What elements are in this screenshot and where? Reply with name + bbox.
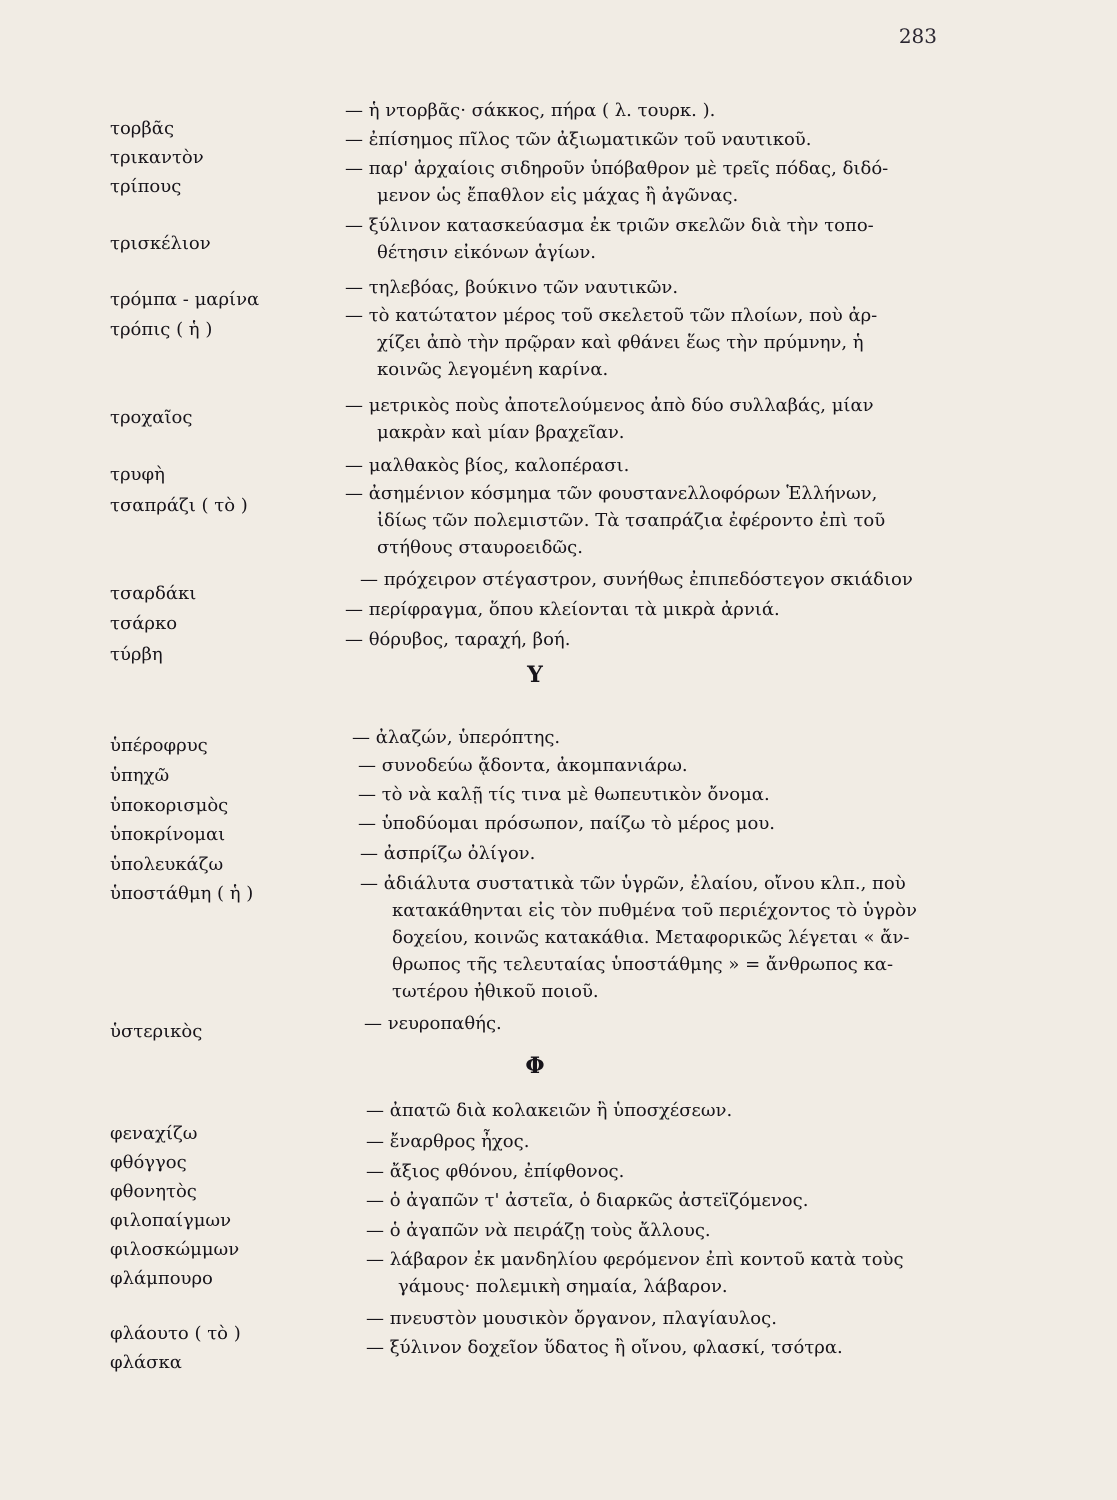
entry-definition: [366, 1246, 966, 1300]
entry-definition: [364, 1010, 964, 1037]
entry-term: τρίπους: [110, 176, 182, 197]
definition-line: — ἀσπρίζω ὀλίγον.: [360, 843, 536, 864]
entry-term: ὑποκορισμὸς: [110, 795, 229, 816]
entry-definition: [345, 274, 945, 301]
entry-term: ὑπολευκάζω: [110, 854, 224, 875]
entry-definition: [345, 212, 945, 266]
definition-line: — νευροπαθής.: [364, 1013, 502, 1034]
entry-definition: [360, 870, 960, 1005]
definition-line: — συνοδεύω ᾄδοντα, ἀκομπανιάρω.: [358, 755, 688, 776]
section-letter: Υ: [527, 662, 543, 688]
entry-definition: [358, 781, 958, 808]
entry-term: τρυφὴ: [110, 464, 165, 485]
entry-term: τορβᾶς: [110, 118, 175, 139]
entry-definition: [366, 1128, 966, 1155]
entry-definition: [352, 724, 952, 751]
definition-line: — ἀπατῶ διὰ κολακειῶν ἢ ὑποσχέσεων.: [366, 1100, 733, 1121]
entry-term: φλάμπουρο: [110, 1268, 213, 1289]
entry-definition: [345, 626, 945, 653]
entry-term: φθόγγος: [110, 1152, 187, 1173]
entry-definition: [345, 596, 945, 623]
definition-line: χίζει ἀπὸ τὴν πρῷραν καὶ φθάνει ἕως τὴν πρύμνην, ἡ: [377, 332, 864, 353]
definition-line: — ὁ ἀγαπῶν τ' ἀστεῖα, ὁ διαρκῶς ἀστεϊζόμενος.: [366, 1190, 809, 1211]
entry-definition: [345, 126, 945, 153]
definition-line: — θόρυβος, ταραχή, βοή.: [345, 629, 571, 650]
definition-line: κοινῶς λεγομένη καρίνα.: [377, 359, 609, 380]
entry-definition: [360, 566, 960, 593]
entry-term: τρόπις ( ἡ ): [110, 319, 213, 340]
definition-line: — πνευστὸν μουσικὸν ὄργανον, πλαγίαυλος.: [366, 1308, 777, 1329]
definition-line: θρωπος τῆς τελευταίας ὑποστάθμης » = ἄνθρωπος κα-: [392, 954, 894, 975]
definition-line: — τὸ νὰ καλῇ τίς τινα μὲ θωπευτικὸν ὄνομα.: [358, 784, 770, 805]
definition-line: — παρ' ἀρχαίοις σιδηροῦν ὑπόβαθρον μὲ τρεῖς πόδας, διδό-: [345, 158, 889, 179]
entry-term: τρόμπα - μαρίνα: [110, 289, 260, 310]
entry-term: τσαρδάκι: [110, 583, 197, 604]
entry-definition: [358, 752, 958, 779]
definition-line: — ἡ ντορβᾶς· σάκκος, πήρα ( λ. τουρκ. ).: [345, 100, 716, 121]
entry-term: φιλοσκώμμων: [110, 1239, 240, 1260]
definition-line: — ἐπίσημος πῖλος τῶν ἀξιωματικῶν τοῦ ναυτικοῦ.: [345, 129, 812, 150]
definition-line: — περίφραγμα, ὅπου κλείονται τὰ μικρὰ ἀρνιά.: [345, 599, 780, 620]
definition-line: γάμους· πολεμικὴ σημαία, λάβαρον.: [398, 1276, 728, 1297]
entry-definition: [366, 1305, 966, 1332]
entry-definition: [358, 810, 958, 837]
entry-definition: [345, 392, 945, 446]
entry-definition: [345, 302, 945, 383]
definition-line: — πρόχειρον στέγαστρον, συνήθως ἐπιπεδόστεγον σκιάδιον: [360, 569, 913, 590]
entry-definition: [360, 840, 960, 867]
definition-line: μενον ὡς ἔπαθλον εἰς μάχας ἢ ἀγῶνας.: [377, 185, 739, 206]
definition-line: θέτησιν εἰκόνων ἁγίων.: [377, 242, 596, 263]
entry-definition: [366, 1097, 966, 1124]
entry-term: τροχαῖος: [110, 407, 193, 428]
definition-line: στήθους σταυροειδῶς.: [377, 537, 583, 558]
definition-line: δοχείου, κοινῶς κατακάθια. Μεταφορικῶς λέγεται « ἄν-: [392, 927, 910, 948]
entry-term: ὑστερικὸς: [110, 1021, 203, 1042]
definition-line: — ἀσημένιον κόσμημα τῶν φουστανελλοφόρων Ἑλλήνων,: [345, 483, 878, 504]
entry-definition: [345, 452, 945, 479]
definition-line: — ἔναρθρος ἦχος.: [366, 1131, 530, 1152]
definition-line: — ξύλινον κατασκεύασμα ἐκ τριῶν σκελῶν διὰ τὴν τοπο-: [345, 215, 874, 236]
definition-line: μακρὰν καὶ μίαν βραχεῖαν.: [377, 422, 625, 443]
entry-term: φθονητὸς: [110, 1181, 197, 1202]
definition-line: κατακάθηνται εἰς τὸν πυθμένα τοῦ περιέχοντος τὸ ὑγρὸν: [392, 900, 917, 921]
entry-definition: [345, 155, 945, 209]
entry-definition: [366, 1334, 966, 1361]
definition-line: — λάβαρον ἐκ μανδηλίου φερόμενον ἐπὶ κοντοῦ κατὰ τοὺς: [366, 1249, 904, 1270]
entry-term: φλάσκα: [110, 1352, 182, 1373]
entry-term: ὑπέροφρυς: [110, 735, 208, 756]
definition-line: — ξύλινον δοχεῖον ὕδατος ἢ οἴνου, φλασκί, τσότρα.: [366, 1337, 843, 1358]
entry-term: τρισκέλιον: [110, 233, 211, 254]
definition-line: — ἀδιάλυτα συστατικὰ τῶν ὑγρῶν, ἐλαίου, οἴνου κλπ., ποὺ: [360, 873, 906, 894]
entry-definition: [345, 480, 945, 561]
entry-term: φιλοπαίγμων: [110, 1210, 232, 1231]
section-letter: Φ: [525, 1053, 545, 1079]
entry-definition: [366, 1217, 966, 1244]
entry-term: φλάουτο ( τὸ ): [110, 1323, 241, 1344]
entry-term: ὑποστάθμη ( ἡ ): [110, 883, 254, 904]
definition-line: — τηλεβόας, βούκινο τῶν ναυτικῶν.: [345, 277, 679, 298]
page-number: 283: [898, 24, 937, 48]
definition-line: — ὑποδύομαι πρόσωπον, παίζω τὸ μέρος μου.: [358, 813, 776, 834]
entry-term: τύρβη: [110, 644, 163, 665]
definition-line: τωτέρου ἠθικοῦ ποιοῦ.: [392, 981, 599, 1002]
entry-definition: [345, 97, 945, 124]
definition-line: ἰδίως τῶν πολεμιστῶν. Τὰ τσαπράζια ἐφέροντο ἐπὶ τοῦ: [377, 510, 886, 531]
definition-line: — ἄξιος φθόνου, ἐπίφθονος.: [366, 1161, 625, 1182]
entry-term: τρικαντὸν: [110, 147, 204, 168]
entry-definition: [366, 1187, 966, 1214]
definition-line: — τὸ κατώτατον μέρος τοῦ σκελετοῦ τῶν πλοίων, ποὺ ἀρ-: [345, 305, 878, 326]
entry-term: τσαπράζι ( τὸ ): [110, 495, 248, 516]
entry-term: τσάρκο: [110, 613, 178, 634]
entry-term: ὑπηχῶ: [110, 765, 170, 786]
entry-term: ὑποκρίνομαι: [110, 824, 226, 845]
entry-term: φεναχίζω: [110, 1123, 198, 1144]
definition-line: — ὁ ἀγαπῶν νὰ πειράζῃ τοὺς ἄλλους.: [366, 1220, 711, 1241]
definition-line: — ἀλαζών, ὑπερόπτης.: [352, 727, 561, 748]
definition-line: — μετρικὸς ποὺς ἀποτελούμενος ἀπὸ δύο συλλαβάς, μίαν: [345, 395, 874, 416]
definition-line: — μαλθακὸς βίος, καλοπέρασι.: [345, 455, 630, 476]
entry-definition: [366, 1158, 966, 1185]
